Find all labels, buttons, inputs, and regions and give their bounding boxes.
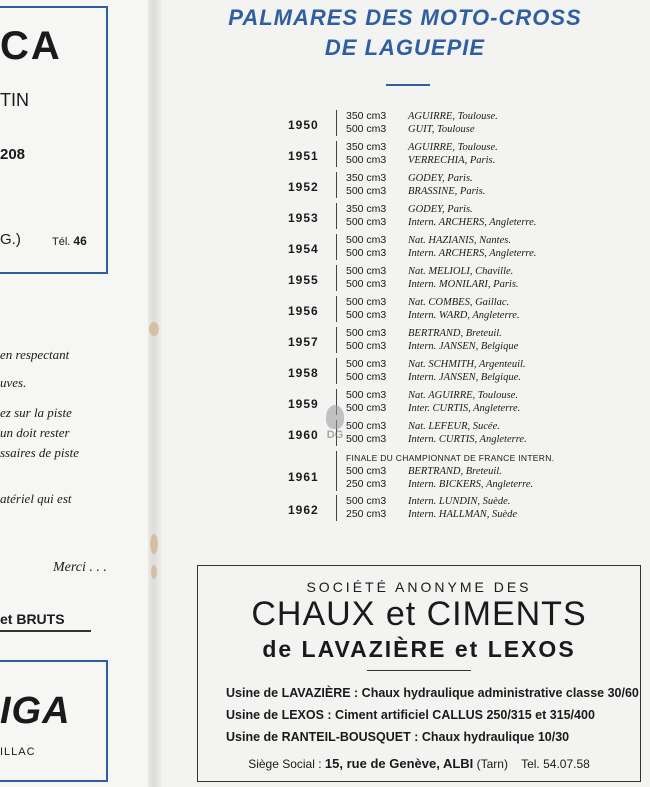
- result-entry: [346, 389, 520, 402]
- engine-class: 500 cm3: [346, 234, 387, 246]
- ad-usine-line: Usine de LEXOS : Ciment artificiel CALLUS 250/315 et 315/400: [226, 708, 595, 722]
- ad-rule: [367, 670, 471, 671]
- engine-class: 500 cm3: [346, 327, 387, 339]
- year-row: [288, 265, 588, 296]
- rider-name: Intern. WARD, Angleterre.: [408, 310, 520, 321]
- year-label: 1962: [288, 503, 319, 517]
- year-label: 1953: [288, 211, 319, 225]
- left-bottom-text: ILLAC: [0, 746, 36, 758]
- year-row: [288, 296, 588, 327]
- result-entry: [346, 340, 518, 353]
- left-number: 208: [0, 146, 26, 163]
- engine-class: 500 cm3: [346, 340, 387, 352]
- rider-name: BERTRAND, Breteuil.: [408, 466, 502, 477]
- engine-class: 500 cm3: [346, 465, 387, 477]
- engine-class: 350 cm3: [346, 203, 387, 215]
- title-rule: [386, 84, 430, 86]
- result-entry: [346, 278, 519, 291]
- year-label: 1958: [288, 366, 319, 380]
- engine-class: 500 cm3: [346, 278, 387, 290]
- results-table: [288, 110, 588, 526]
- engine-class: 500 cm3: [346, 433, 387, 445]
- result-entry: [346, 420, 527, 433]
- result-entry: [346, 265, 519, 278]
- rider-name: Nat. LEFEUR, Sucée.: [408, 421, 500, 432]
- result-entry: [346, 402, 520, 415]
- engine-class: 500 cm3: [346, 495, 387, 507]
- year-label: 1957: [288, 335, 319, 349]
- year-row: [288, 172, 588, 203]
- engine-class: 500 cm3: [346, 265, 387, 277]
- result-entry: [346, 433, 527, 446]
- rider-name: AGUIRRE, Toulouse.: [408, 142, 498, 153]
- year-label: 1961: [288, 470, 319, 484]
- rider-name: Intern. CURTIS, Angleterre.: [408, 434, 527, 445]
- result-entry: [346, 371, 526, 384]
- year-entries: [336, 389, 520, 415]
- year-entries: [336, 358, 526, 384]
- year-label: 1955: [288, 273, 319, 287]
- year-row: [288, 495, 588, 526]
- year-row: [288, 110, 588, 141]
- result-entry: [346, 247, 536, 260]
- year-label: 1956: [288, 304, 319, 318]
- year-entries: [336, 172, 485, 198]
- stain: [150, 534, 158, 554]
- year-entries: [336, 234, 536, 260]
- watermark: [320, 405, 350, 445]
- rider-name: Intern. JANSEN, Belgique.: [408, 372, 521, 383]
- year-label: 1954: [288, 242, 319, 256]
- rider-name: Intern. MONILARI, Paris.: [408, 279, 519, 290]
- rider-name: VERRECHIA, Paris.: [408, 155, 496, 166]
- year-entries: [336, 203, 536, 229]
- ad-line1: SOCIÉTÉ ANONYME DES: [306, 579, 532, 595]
- left-text-line: un doit rester: [0, 425, 70, 440]
- engine-class: 500 cm3: [346, 309, 387, 321]
- left-tel: Tél. 46: [52, 234, 87, 248]
- result-entry: [346, 495, 517, 508]
- result-entry: [346, 309, 520, 322]
- result-entry: [346, 154, 498, 167]
- rider-name: GODEY, Paris.: [408, 204, 473, 215]
- year-entries: [336, 265, 519, 291]
- result-entry: [346, 216, 536, 229]
- rider-name: Nat. COMBES, Gaillac.: [408, 297, 510, 308]
- engine-class: 500 cm3: [346, 247, 387, 259]
- year-entries: [336, 296, 520, 322]
- result-entry: [346, 478, 554, 491]
- engine-class: 500 cm3: [346, 185, 387, 197]
- engine-class: 500 cm3: [346, 296, 387, 308]
- ad-usine-line: Usine de LAVAZIÈRE : Chaux hydraulique administrative classe 30/60: [226, 686, 639, 700]
- rider-name: Nat. SCHMITH, Argenteuil.: [408, 359, 526, 370]
- engine-class: 250 cm3: [346, 508, 387, 520]
- engine-class: 500 cm3: [346, 216, 387, 228]
- left-brand-top: CA: [0, 24, 62, 68]
- engine-class: 500 cm3: [346, 358, 387, 370]
- rider-name: Intern. JANSEN, Belgique: [408, 341, 519, 352]
- result-entry: [346, 234, 536, 247]
- stain: [151, 565, 157, 579]
- result-entry: [346, 110, 498, 123]
- title-line2: DE LAGUEPIE: [324, 35, 486, 60]
- engine-class: 500 cm3: [346, 123, 387, 135]
- engine-class: 500 cm3: [346, 154, 387, 166]
- year-row: [288, 451, 588, 495]
- page-fold: [148, 0, 162, 787]
- ad-company-name: CHAUX et CIMENTS: [251, 595, 587, 633]
- rider-name: AGUIRRE, Toulouse.: [408, 111, 498, 122]
- result-entry: [346, 185, 485, 198]
- result-entry: [346, 465, 554, 478]
- rider-name: Intern. LUNDIN, Suède.: [408, 496, 511, 507]
- year-entries: [336, 495, 517, 521]
- year-row: [288, 234, 588, 265]
- engine-class: 500 cm3: [346, 402, 387, 414]
- final-header: FINALE DU CHAMPIONNAT DE FRANCE INTERN.: [346, 453, 555, 463]
- result-entry: [346, 203, 536, 216]
- stain: [149, 322, 159, 336]
- engine-class: 500 cm3: [346, 389, 387, 401]
- left-merci: Merci . . .: [53, 560, 107, 575]
- engine-class: 350 cm3: [346, 110, 387, 122]
- year-row: [288, 327, 588, 358]
- result-entry: [346, 358, 526, 371]
- result-entry: [346, 296, 520, 309]
- year-entries: [336, 110, 498, 136]
- year-label: 1950: [288, 118, 319, 132]
- cement-company-ad: [197, 565, 641, 782]
- rider-name: GODEY, Paris.: [408, 173, 473, 184]
- watermark-head-icon: [326, 405, 344, 429]
- rider-name: Nat. HAZIANIS, Nantes.: [408, 235, 511, 246]
- rider-name: Intern. ARCHERS, Angleterre.: [408, 217, 537, 228]
- year-entries: [336, 141, 498, 167]
- left-brand-bottom: IGA: [0, 690, 71, 732]
- rider-name: Intern. ARCHERS, Angleterre.: [408, 248, 537, 259]
- rider-name: BERTRAND, Breteuil.: [408, 328, 502, 339]
- left-page: [0, 0, 150, 787]
- left-text-line: en respectant: [0, 347, 70, 362]
- year-label: 1959: [288, 397, 319, 411]
- left-line-tin: TIN: [0, 90, 29, 110]
- rider-name: BRASSINE, Paris.: [408, 186, 486, 197]
- result-entry: [346, 141, 498, 154]
- result-entry: [346, 123, 498, 136]
- engine-class: 350 cm3: [346, 141, 387, 153]
- year-row: [288, 203, 588, 234]
- left-text-line: ssaires de piste: [0, 445, 79, 460]
- result-entry: [346, 172, 485, 185]
- engine-class: 500 cm3: [346, 371, 387, 383]
- year-label: 1952: [288, 180, 319, 194]
- rider-name: Intern. BICKERS, Angleterre.: [408, 479, 534, 490]
- ad-siege: Siège Social : 15, rue de Genève, ALBI (Tarn) Tel. 54.07.58: [248, 756, 590, 771]
- year-label: 1951: [288, 149, 319, 163]
- ad-company-location: de LAVAZIÈRE et LEXOS: [262, 636, 576, 662]
- left-text-line: ez sur la piste: [0, 405, 72, 420]
- rider-name: GUIT, Toulouse: [408, 124, 475, 135]
- year-entries: [336, 420, 527, 446]
- left-text-line: atériel qui est: [0, 491, 72, 506]
- result-entry: [346, 327, 518, 340]
- year-row: [288, 358, 588, 389]
- watermark-text: DG: [326, 429, 344, 441]
- engine-class: 350 cm3: [346, 172, 387, 184]
- engine-class: 250 cm3: [346, 478, 387, 490]
- year-label: 1960: [288, 428, 319, 442]
- left-bruts: et BRUTS: [0, 611, 91, 632]
- left-paren: G.): [0, 231, 21, 248]
- year-entries: [336, 451, 554, 491]
- rider-name: Intern. HALLMAN, Suède: [408, 509, 518, 520]
- engine-class: 500 cm3: [346, 420, 387, 432]
- title-line1: PALMARES DES MOTO-CROSS: [228, 5, 582, 30]
- result-entry: [346, 508, 517, 521]
- rider-name: Nat. AGUIRRE, Toulouse.: [408, 390, 518, 401]
- rider-name: Inter. CURTIS, Angleterre.: [408, 403, 521, 414]
- ad-usine-line: Usine de RANTEIL-BOUSQUET : Chaux hydraulique 10/30: [226, 730, 570, 744]
- left-text-line: uves.: [0, 375, 27, 390]
- year-entries: [336, 327, 518, 353]
- page-title: [160, 3, 650, 63]
- year-row: [288, 141, 588, 172]
- rider-name: Nat. MELIOLI, Chaville.: [408, 266, 514, 277]
